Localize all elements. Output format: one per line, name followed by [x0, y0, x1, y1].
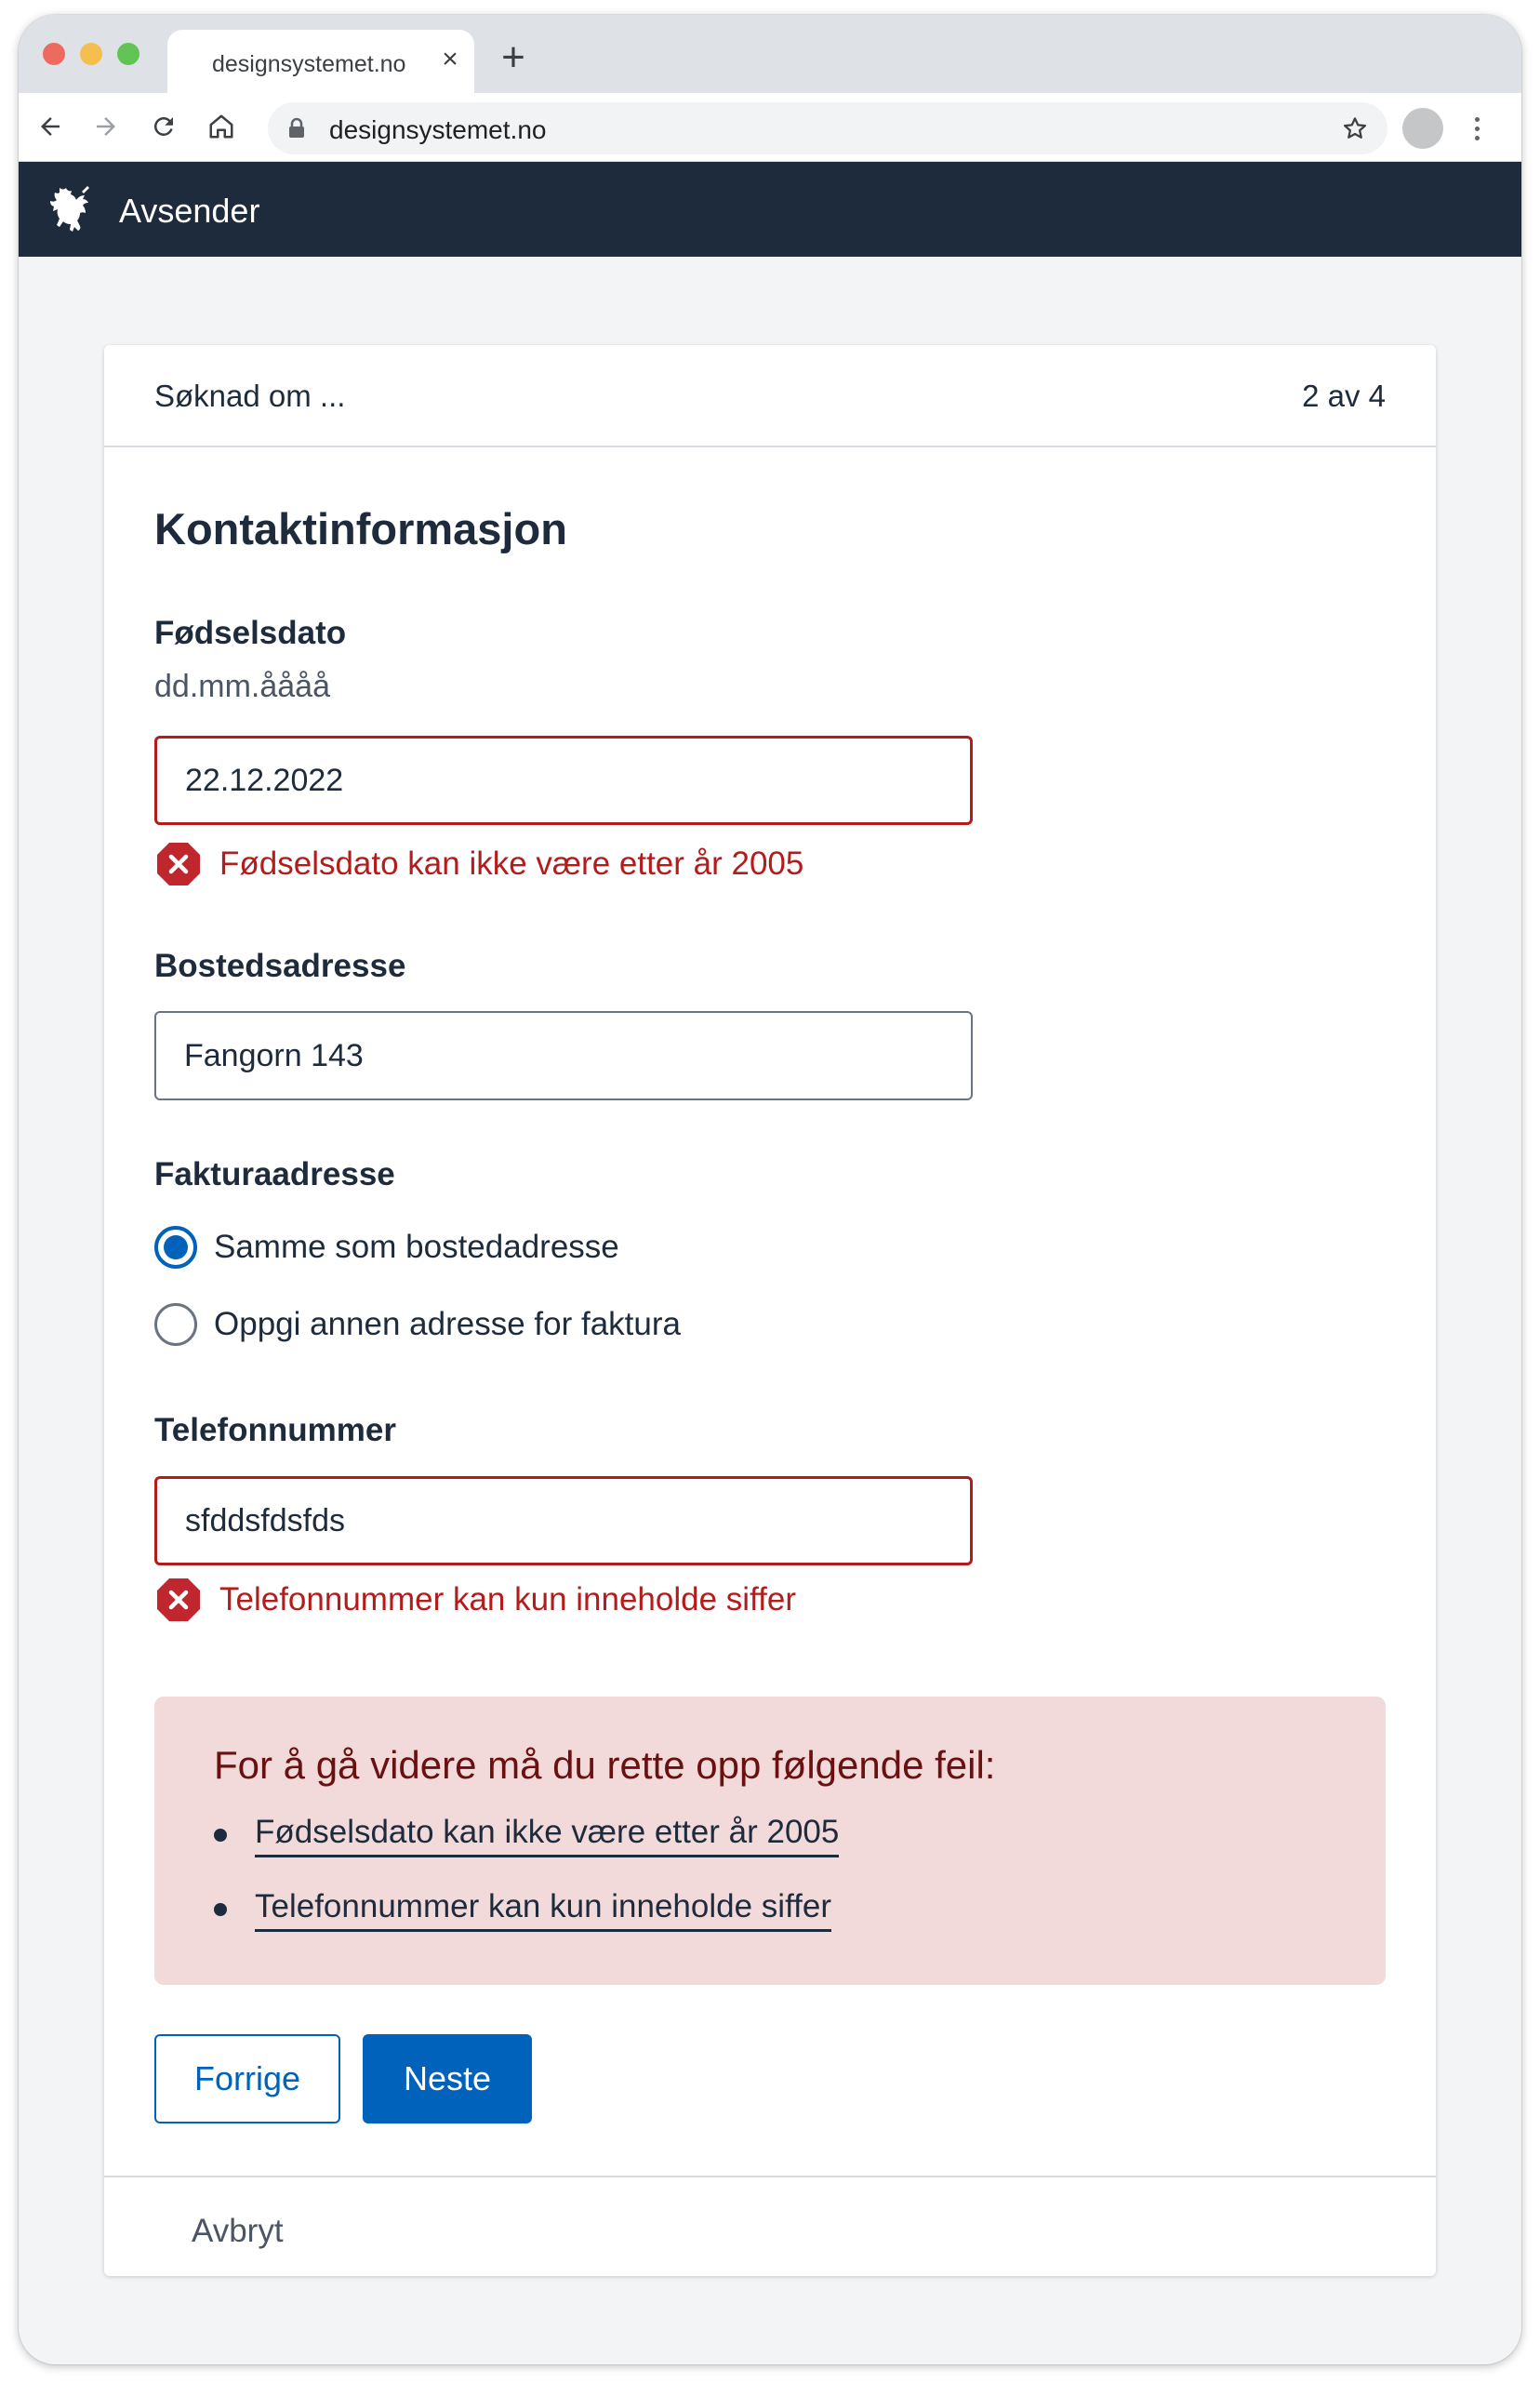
- browser-window: [19, 15, 1521, 2364]
- bullet: [214, 1829, 227, 1842]
- error-summary-title: For å gå videre må du rette opp følgende feil:: [214, 1743, 996, 1787]
- bookmark-star-icon[interactable]: [1341, 114, 1369, 142]
- lock-icon: [286, 117, 307, 140]
- billing-label: Fakturaadresse: [154, 1156, 395, 1192]
- radio-other-address[interactable]: [154, 1301, 681, 1348]
- form-card: [104, 345, 1436, 2276]
- site-title: Avsender: [119, 192, 260, 230]
- birthdate-label: Fødselsdato: [154, 615, 347, 651]
- arrow-left-icon: [36, 113, 64, 140]
- error-link-birthdate[interactable]: Fødselsdato kan ikke være etter år 2005: [255, 1814, 839, 1857]
- card-header: [104, 345, 1436, 447]
- application-title: Søknad om ...: [154, 379, 346, 413]
- tab-title: designsystemet.no: [212, 51, 406, 77]
- back-button[interactable]: [32, 108, 69, 145]
- new-tab-button[interactable]: +: [501, 34, 525, 80]
- minimize-window-button[interactable]: [80, 43, 102, 65]
- page-heading: Kontaktinformasjon: [154, 504, 567, 553]
- browser-tab[interactable]: [167, 30, 474, 93]
- error-summary: [154, 1697, 1386, 1985]
- address-label: Bostedsadresse: [154, 948, 406, 984]
- step-indicator: 2 av 4: [1302, 379, 1386, 413]
- previous-button[interactable]: Forrige: [154, 2034, 340, 2123]
- close-window-button[interactable]: [43, 43, 65, 65]
- reload-icon: [150, 113, 178, 140]
- home-icon: [207, 113, 235, 140]
- profile-avatar[interactable]: [1402, 108, 1443, 149]
- radio-label: Oppgi annen adresse for faktura: [214, 1306, 681, 1342]
- birthdate-input[interactable]: 22.12.2022: [154, 736, 973, 825]
- address-bar[interactable]: [268, 102, 1387, 154]
- error-link-phone[interactable]: Telefonnummer kan kun inneholde siffer: [255, 1888, 831, 1932]
- phone-label: Telefonnummer: [154, 1412, 396, 1448]
- next-button[interactable]: Neste: [363, 2034, 532, 2123]
- site-header: [19, 162, 1521, 257]
- arrow-right-icon: [92, 113, 120, 140]
- card-footer: [104, 2176, 1436, 2276]
- cancel-button[interactable]: Avbryt: [192, 2213, 284, 2249]
- error-icon: [154, 840, 203, 888]
- tab-strip: [19, 15, 1521, 93]
- birthdate-description: dd.mm.åååå: [154, 669, 330, 704]
- radio-button[interactable]: [154, 1303, 197, 1346]
- birthdate-error: [154, 840, 803, 888]
- phone-error-text: Telefonnummer kan kun inneholde siffer: [219, 1581, 797, 1618]
- phone-input[interactable]: sfddsfdsfds: [154, 1476, 973, 1565]
- error-summary-item: [214, 1812, 839, 1858]
- browser-menu-icon[interactable]: [1469, 110, 1484, 147]
- address-input[interactable]: Fangorn 143: [154, 1011, 973, 1100]
- error-icon: [154, 1576, 203, 1624]
- radio-label: Samme som bostedadresse: [214, 1229, 619, 1265]
- coat-of-arms-lion-icon: [50, 182, 99, 238]
- bullet: [214, 1903, 227, 1916]
- birthdate-error-text: Fødselsdato kan ikke være etter år 2005: [219, 845, 804, 882]
- radio-button-checked[interactable]: [154, 1226, 197, 1269]
- maximize-window-button[interactable]: [117, 43, 139, 65]
- home-button[interactable]: [203, 108, 240, 145]
- phone-error: [154, 1576, 796, 1624]
- forward-button[interactable]: [87, 108, 125, 145]
- reload-button[interactable]: [145, 108, 182, 145]
- browser-toolbar: [19, 93, 1521, 162]
- error-summary-item: [214, 1886, 831, 1933]
- radio-same-address[interactable]: [154, 1224, 619, 1271]
- url-text: designsystemet.no: [329, 115, 547, 144]
- tab-close-icon[interactable]: ×: [442, 44, 458, 74]
